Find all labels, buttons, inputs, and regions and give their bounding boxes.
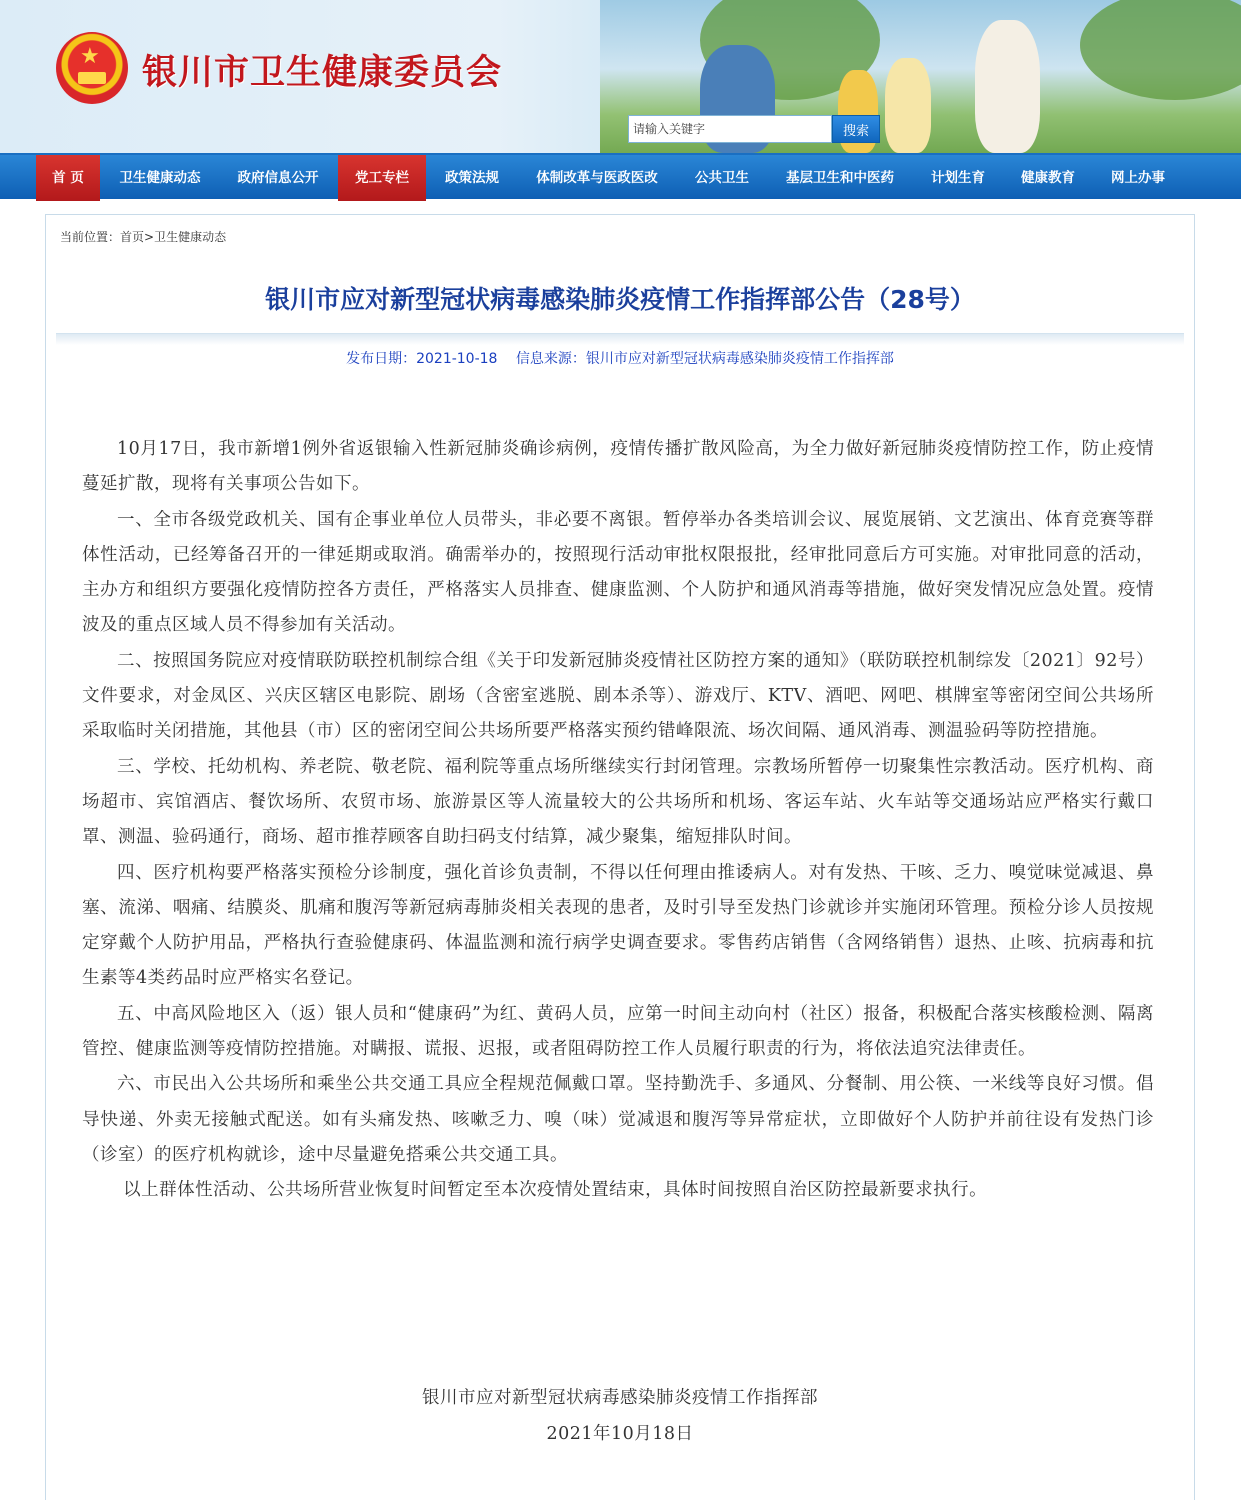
breadcrumb-prefix: 当前位置： — [60, 230, 121, 244]
breadcrumb-current-link[interactable]: 卫生健康动态 — [154, 230, 227, 244]
site-title: 银川市卫生健康委员会 — [142, 53, 503, 93]
article-date: 2021年10月18日 — [546, 1424, 694, 1444]
article-paragraph: 六、市民出入公共场所和乘坐公共交通工具应全程规范佩戴口罩。坚持勤洗手、多通风、分餐制、用公筷、一米线等良好习惯。倡导快递、外卖无接触式配送。如有头痛发热、咳嗽乏力、嗅（味）觉减退和腹泻等异常症状，立即做好个人防护并前往设有发热门诊（诊室）的医疗机构就诊，途中尽量避免搭乘公共交通工具。 — [82, 1074, 1154, 1165]
nav-item-health-news[interactable]: 卫生健康动态 — [119, 170, 201, 186]
title-divider — [56, 333, 1184, 345]
nav-item-gov-info[interactable]: 政府信息公开 — [237, 170, 319, 186]
article-paragraph: 四、医疗机构要严格落实预检分诊制度，强化首诊负责制，不得以任何理由推诿病人。对有发热、干咳、乏力、嗅觉味觉减退、鼻塞、流涕、咽痛、结膜炎、肌痛和腹泻等新冠病毒肺炎相关表现的患者，及时引导至发热门诊就诊并实施闭环管理。预检分诊人员按规定穿戴个人防护用品，严格执行查验健康码、体温监测和流行病学史调查要求。零售药店销售（含网络销售）退热、止咳、抗病毒和抗生素等4类药品时应严格实名登记。 — [82, 862, 1154, 989]
site-header — [0, 0, 1241, 153]
banner-figure — [975, 20, 1040, 153]
national-emblem-icon: ★ — [56, 32, 128, 104]
article-paragraph: 以上群体性活动、公共场所营业恢复时间暂定至本次疫情处置结束，具体时间按照自治区防控最新要求执行。 — [123, 1180, 988, 1201]
nav-item-policy[interactable]: 政策法规 — [445, 170, 499, 186]
banner-figure — [885, 58, 931, 153]
article-signature: 银川市应对新型冠状病毒感染肺炎疫情工作指挥部 — [422, 1388, 818, 1408]
nav-item-health-education[interactable]: 健康教育 — [1021, 170, 1075, 186]
main-nav — [0, 153, 1241, 199]
nav-item-medical-reform[interactable]: 体制改革与医政医改 — [536, 170, 658, 186]
article-title: 银川市应对新型冠状病毒感染肺炎疫情工作指挥部公告（28号） — [265, 285, 975, 314]
nav-item-family-planning[interactable]: 计划生育 — [931, 170, 985, 186]
nav-item-party-column[interactable]: 党工专栏 — [338, 155, 426, 201]
article-paragraph: 五、中高风险地区入（返）银人员和“健康码”为红、黄码人员，应第一时间主动向村（社区）报备，积极配合落实核酸检测、隔离管控、健康监测等疫情防控措施。对瞒报、谎报、迟报，或者阻碍防控工作人员履行职责的行为，将依法追究法律责任。 — [82, 1003, 1154, 1060]
article-paragraph: 二、按照国务院应对疫情联防联控机制综合组《关于印发新冠肺炎疫情社区防控方案的通知》（联防联控机制综发〔2021〕92号）文件要求，对金凤区、兴庆区辖区电影院、剧场（含密室逃脱、剧本杀等）、游戏厅、KTV、酒吧、网吧、棋牌室等密闭空间公共场所采取临时关闭措施，其他县（市）区的密闭空间公共场所要严格落实预约错峰限流、场次间隔、通风消毒、测温验码等防控措施。 — [82, 650, 1154, 742]
nav-item-home[interactable]: 首 页 — [36, 155, 100, 201]
search-button[interactable]: 搜索 — [832, 115, 880, 143]
breadcrumb-separator: > — [144, 230, 155, 244]
breadcrumb-home-link[interactable]: 首页 — [120, 230, 145, 244]
article-paragraph: 10月17日，我市新增1例外省返银输入性新冠肺炎确诊病例，疫情传播扩散风险高，为全力做好新冠肺炎疫情防控工作，防止疫情蔓延扩散，现将有关事项公告如下。 — [82, 439, 1154, 495]
search-input[interactable] — [628, 115, 832, 143]
nav-item-online-services[interactable]: 网上办事 — [1111, 170, 1165, 186]
article-body — [82, 432, 1154, 1209]
article-paragraph: 一、全市各级党政机关、国有企事业单位人员带头，非必要不离银。暂停举办各类培训会议、展览展销、文艺演出、体育竞赛等群体性活动，已经筹备召开的一律延期或取消。确需举办的，按照现行活动审批权限报批，经审批同意后方可实施。对审批同意的活动，主办方和组织方要强化疫情防控各方责任，严格落实人员排查、健康监测、个人防护和通风消毒等措施，做好突发情况应急处置。疫情波及的重点区域人员不得参加有关活动。 — [82, 509, 1154, 636]
nav-item-grassroots-tcm[interactable]: 基层卫生和中医药 — [786, 170, 894, 186]
article-paragraph: 三、学校、托幼机构、养老院、敬老院、福利院等重点场所继续实行封闭管理。宗教场所暂停一切聚集性宗教活动。医疗机构、商场超市、宾馆酒店、餐饮场所、农贸市场、旅游景区等人流量较大的公共场所和机场、客运车站、火车站等交通场站应严格实行戴口罩、测温、验码通行，商场、超市推荐顾客自助扫码支付结算，减少聚集，缩短排队时间。 — [82, 756, 1154, 848]
article-meta: 发布日期：2021-10-18 信息来源：银川市应对新型冠状病毒感染肺炎疫情工作指挥部 — [346, 351, 894, 367]
nav-item-public-health[interactable]: 公共卫生 — [695, 170, 749, 186]
breadcrumb — [60, 228, 226, 245]
